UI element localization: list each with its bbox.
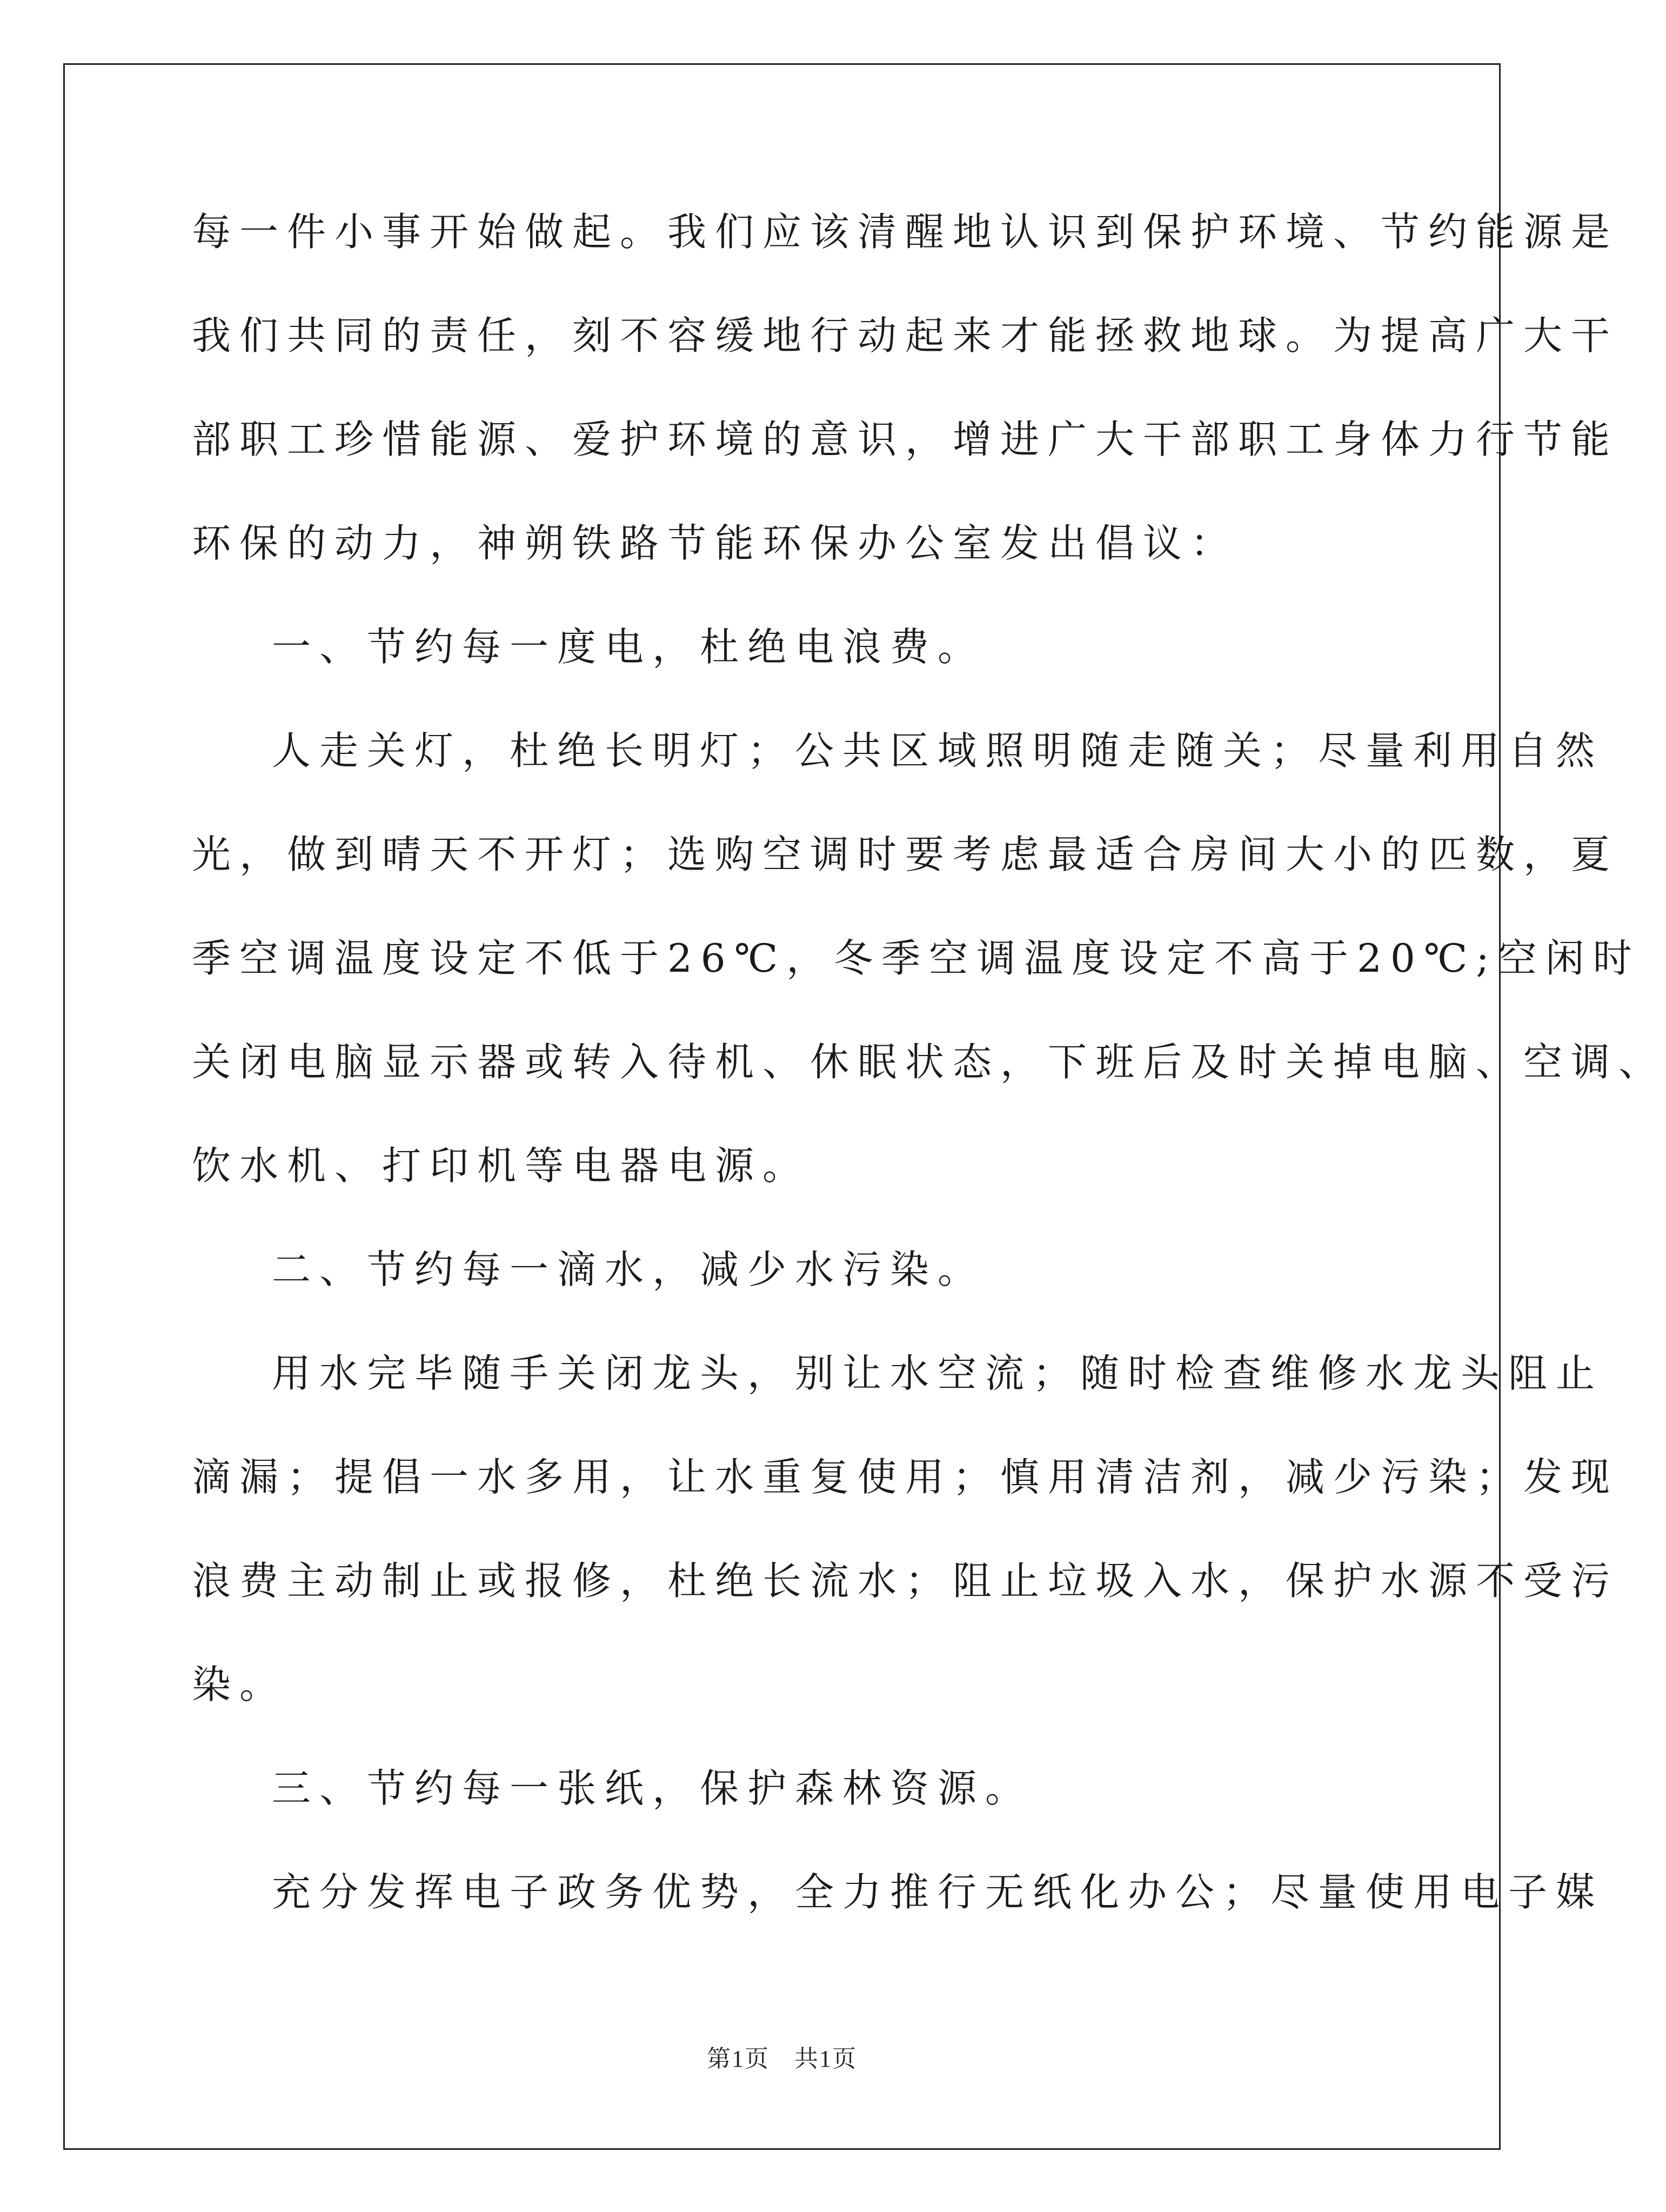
paragraph-line: 每一件小事开始做起。我们应该清醒地认识到保护环境、节约能源是 <box>192 209 1619 255</box>
page-number-footer: 第1页 共1页 <box>707 2046 857 2072</box>
paragraph-line: 浪费主动制止或报修，杜绝长流水；阻止垃圾入水，保护水源不受污 <box>192 1558 1619 1603</box>
section-heading-water: 二、节约每一滴水，减少水污染。 <box>272 1247 986 1292</box>
paragraph-line: 充分发挥电子政务优势，全力推行无纸化办公；尽量使用电子媒 <box>272 1869 1604 1915</box>
document-body <box>192 209 1666 1976</box>
paragraph-line: 滴漏；提倡一水多用，让水重复使用；慎用清洁剂，减少污染；发现 <box>192 1454 1619 1500</box>
paragraph-line: 光，做到晴天不开灯；选购空调时要考虑最适合房间大小的匹数，夏 <box>192 832 1619 877</box>
paragraph-line: 染。 <box>192 1662 287 1707</box>
paragraph-line: 饮水机、打印机等电器电源。 <box>192 1143 811 1188</box>
section-heading-electricity: 一、节约每一度电，杜绝电浪费。 <box>272 624 986 670</box>
paragraph-line: 关闭电脑显示器或转入待机、休眠状态，下班后及时关掉电脑、空调、 <box>192 1039 1666 1085</box>
paragraph-line: 环保的动力，神朔铁路节能环保办公室发出倡议： <box>192 520 1239 566</box>
paragraph-line: 人走关灯，杜绝长明灯；公共区域照明随走随关；尽量利用自然 <box>272 728 1604 773</box>
section-heading-paper: 三、节约每一张纸，保护森林资源。 <box>272 1766 1033 1811</box>
paragraph-line: 我们共同的责任，刻不容缓地行动起来才能拯救地球。为提高广大干 <box>192 313 1619 358</box>
paragraph-line: 部职工珍惜能源、爱护环境的意识，增进广大干部职工身体力行节能 <box>192 417 1619 462</box>
paragraph-line: 季空调温度设定不低于26℃，冬季空调温度设定不高于20℃;空闲时 <box>192 935 1641 981</box>
paragraph-line: 用水完毕随手关闭龙头，别让水空流；随时检查维修水龙头阻止 <box>272 1351 1604 1396</box>
